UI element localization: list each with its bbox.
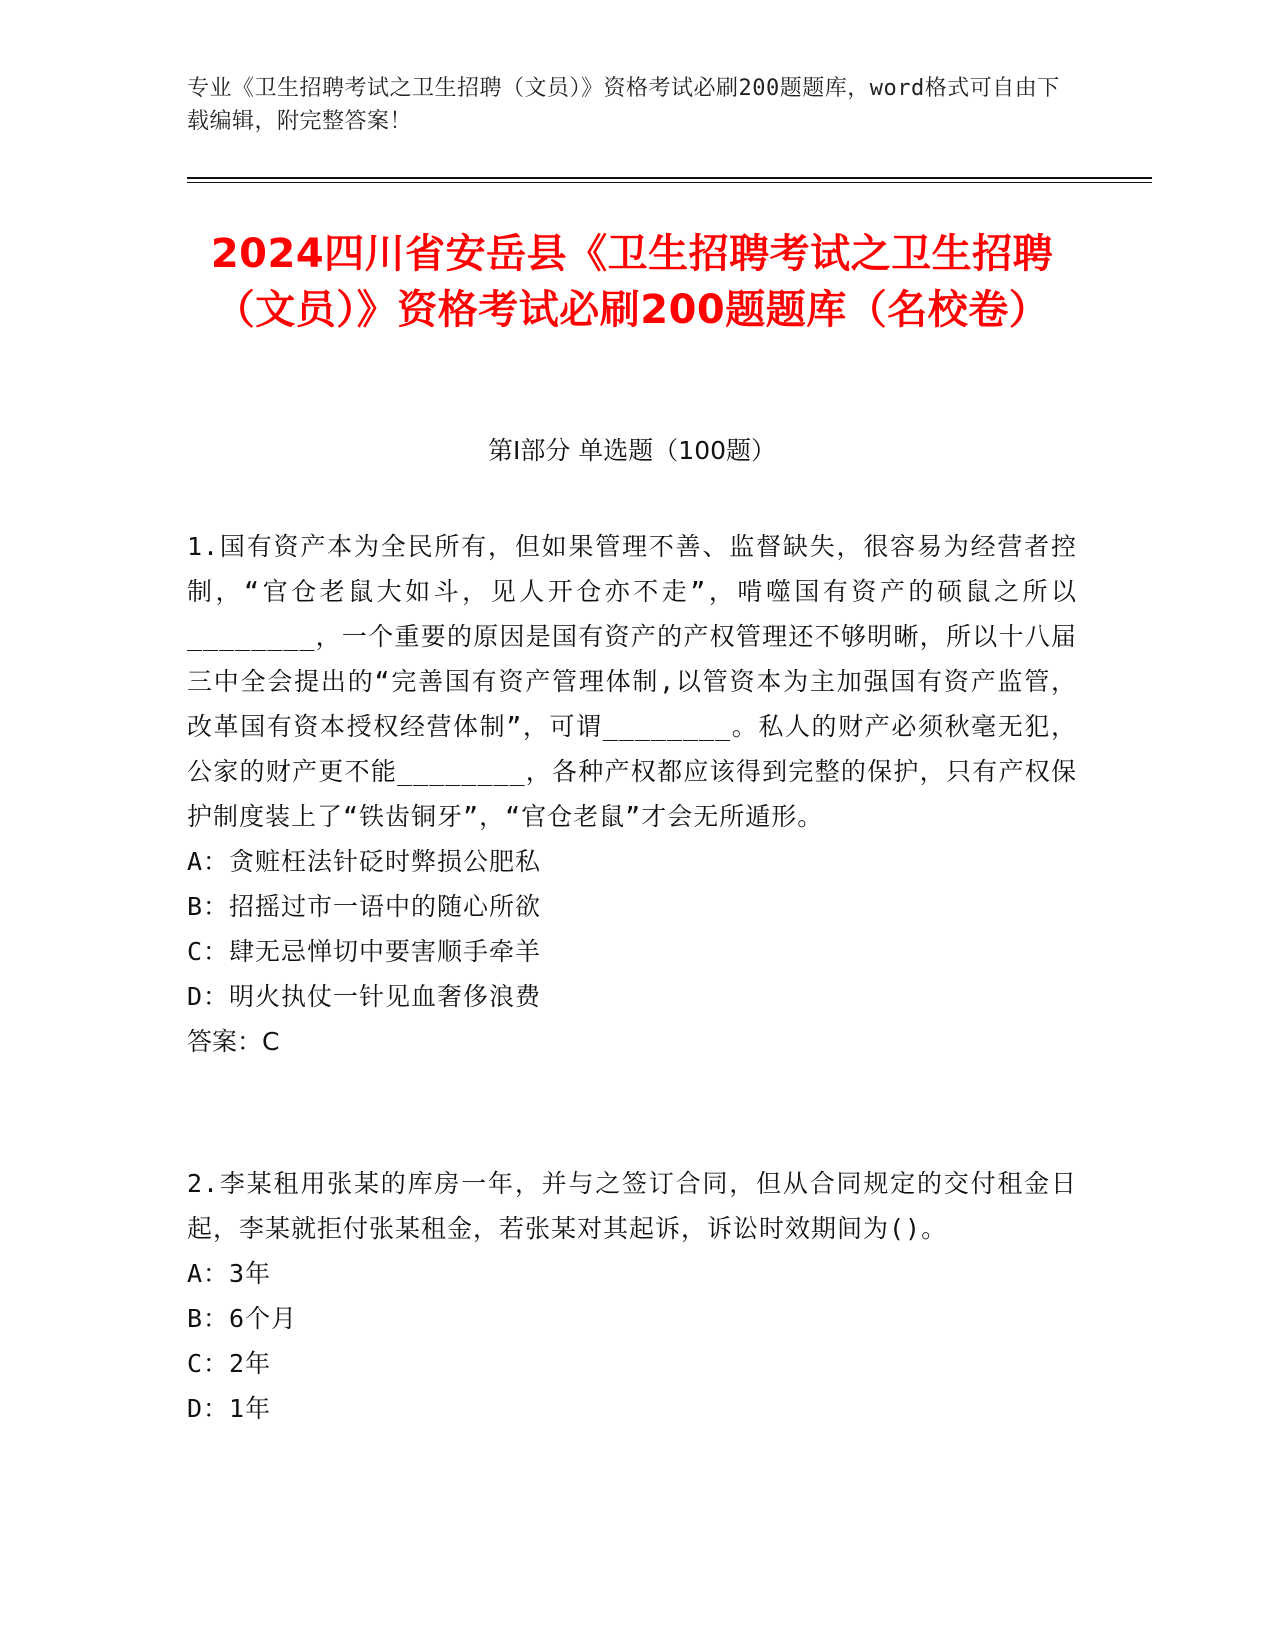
question-2 (187, 1161, 1077, 1431)
section-title: 第I部分 单选题（100题） (487, 436, 777, 465)
document-title: 2024四川省安岳县《卫生招聘考试之卫生招聘（文员）》资格考试必刷200题题库（名校卷） (210, 231, 1054, 333)
question-2-option-d: D：1年 (187, 1394, 272, 1423)
question-1-option-d: D：明火执仗一针见血奢侈浪费 (187, 982, 542, 1011)
header-divider-thin (187, 182, 1152, 183)
question-1 (187, 524, 1077, 1064)
question-2-stem: 2.李某租用张某的库房一年，并与之签订合同，但从合同规定的交付租金日起，李某就拒付张某租金，若张某对其起诉，诉讼时效期间为()。 (187, 1169, 1077, 1243)
question-2-option-a: A：3年 (187, 1259, 272, 1288)
question-1-option-c: C：肆无忌惮切中要害顺手牵羊 (187, 937, 542, 966)
question-2-option-b: B：6个月 (187, 1304, 298, 1333)
header-note: 专业《卫生招聘考试之卫生招聘（文员）》资格考试必刷200题题库，word格式可自由下载编辑，附完整答案！ (187, 76, 1060, 134)
question-1-option-b: B：招摇过市一语中的随心所欲 (187, 892, 542, 921)
header-divider-thick (187, 177, 1152, 179)
question-1-option-a: A：贪赃枉法针砭时弊损公肥私 (187, 847, 542, 876)
question-2-option-c: C：2年 (187, 1349, 272, 1378)
question-1-stem: 1.国有资产本为全民所有，但如果管理不善、监督缺失，很容易为经营者控制，“官仓老鼠大如斗，见人开仓亦不走”，啃噬国有资产的硕鼠之所以________，一个重要的原因是国有资产的产权管理还不够明晰，所以十八届三中全会提出的“完善国有资产管理体制,以管资本为主加强国有资产监管，改革国有资本授权经营体制”，可谓________。私人的财产必须秋毫无犯，公家的财产更不能________，各种产权都应该得到完整的保护，只有产权保护制度装上了“铁齿铜牙”，“官仓老鼠”才会无所遁形。 (187, 532, 1077, 831)
question-1-answer: 答案：C (187, 1027, 280, 1056)
